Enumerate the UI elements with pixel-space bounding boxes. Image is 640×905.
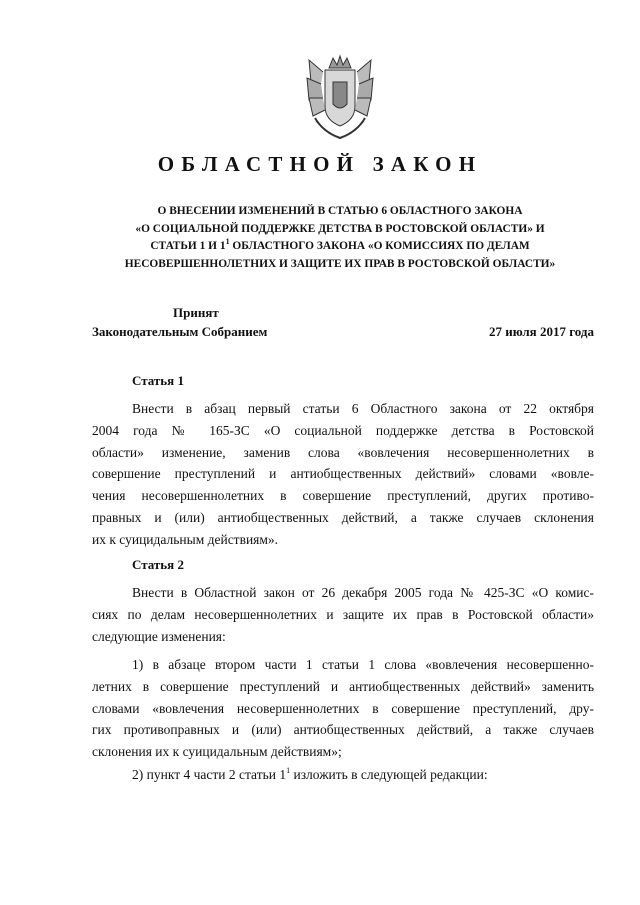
text-line: словами «вовлечения несовершеннолетних в совершение преступлений, дру- — [92, 700, 594, 716]
law-title-line: «О СОЦИАЛЬНОЙ ПОДДЕРЖКЕ ДЕТСТВА В РОСТОВСКОЙ ОБЛАСТИ» И — [135, 222, 545, 235]
text-line: чения несовершеннолетних в совершение преступлений, других противо- — [92, 488, 594, 504]
item-text: 2) пункт 4 части 2 статьи 1 — [132, 767, 287, 782]
text-line: следующие изменения: — [92, 628, 226, 644]
superscript: 1 — [225, 237, 230, 246]
text-line: гих противоправных и (или) антиобщественных действий, а также случаев — [92, 722, 594, 738]
text-line: Внести в Областной закон от 26 декабря 2005 года № 425-ЗС «О комис- — [132, 585, 594, 600]
article-1-text — [92, 398, 594, 551]
text-line: сиях по делам несовершеннолетних и защите их прав в Ростовской области» — [92, 606, 594, 622]
law-title — [80, 203, 600, 273]
article-2-intro — [92, 582, 594, 647]
text-line: их к суицидальным действиям». — [92, 531, 279, 547]
rostov-oblast-coat-of-arms-icon — [303, 54, 377, 142]
law-title-line: НЕСОВЕРШЕННОЛЕТНИХ И ЗАЩИТЕ ИХ ПРАВ В РОСТОВСКОЙ ОБЛАСТИ» — [124, 257, 556, 270]
adopted-by: Законодательным Собранием — [92, 324, 268, 339]
law-title-line — [80, 238, 600, 256]
article-2-heading: Статья 2 — [132, 557, 184, 572]
law-title-line: О ВНЕСЕНИИ ИЗМЕНЕНИЙ В СТАТЬЮ 6 ОБЛАСТНОГО ЗАКОНА — [157, 205, 523, 217]
text-line: летних в совершение преступлений и антиобщественных действий» заменить — [92, 678, 594, 694]
text-line: 2004 года № 165-ЗС «О социальной поддержке детства в Ростовской — [92, 422, 594, 438]
adopted-label: Принят — [173, 305, 219, 320]
text-line: совершение преступлений и антиобщественных действий» словами «вовле- — [92, 466, 594, 482]
article-2-item-1 — [92, 654, 594, 763]
document-type-heading: ОБЛАСТНОЙ ЗАКОН — [157, 152, 483, 176]
item-text: изложить в следующей редакции: — [290, 767, 488, 782]
text-line: Внести в абзац первый статьи 6 Областного закона от 22 октября — [132, 401, 594, 416]
article-1-heading: Статья 1 — [132, 373, 184, 388]
text-line: склонения их к суицидальным действиям»; — [92, 744, 342, 760]
text-line: 1) в абзаце втором части 1 статьи 1 слова «вовлечения несовершенно- — [132, 657, 594, 672]
law-title-text: ОБЛАСТНОГО ЗАКОНА «О КОМИССИЯХ ПО ДЕЛАМ — [229, 240, 530, 252]
law-title-text: СТАТЬИ 1 И 1 — [150, 240, 226, 252]
text-line: области» изменение, заменив слова «вовлечения несовершеннолетних в — [92, 444, 594, 460]
adoption-date: 27 июля 2017 года — [489, 324, 594, 339]
text-line: правных и (или) антиобщественных действий, а также случаев склонения — [92, 509, 594, 525]
superscript: 1 — [286, 766, 291, 775]
text-line — [92, 764, 594, 786]
article-2-item-2 — [92, 764, 594, 786]
